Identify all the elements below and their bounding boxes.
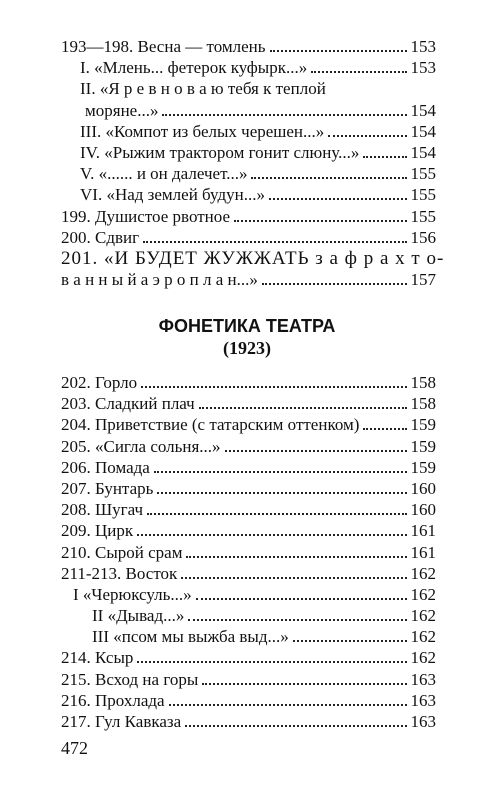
toc-entry: [61, 584, 436, 605]
toc-entry-title: II. «Я р е в н о в а ю тебя к теплой: [80, 79, 326, 99]
toc-entry-page: 161: [410, 521, 436, 541]
toc-entry-title: 203. Сладкий плач: [61, 394, 195, 414]
leader-dots: [270, 50, 407, 52]
toc-list-top: [61, 36, 445, 290]
toc-entry: [61, 206, 436, 227]
toc-entry-page: 160: [410, 500, 436, 520]
toc-entry-title: 204. Приветствие (с татарским оттенком): [61, 415, 360, 435]
toc-entry: [61, 121, 436, 142]
leader-dots: [147, 513, 406, 515]
toc-entry-title: 199. Душистое рвотное: [61, 206, 231, 226]
leader-dots: [269, 198, 407, 200]
toc-entry-title: 211-213. Восток: [61, 563, 178, 583]
toc-entry: [61, 436, 436, 457]
toc-entry: [61, 247, 445, 269]
toc-entry-page: 153: [410, 37, 436, 56]
leader-dots: [262, 283, 407, 285]
toc-entry-page: 159: [410, 457, 436, 477]
toc-entry: [61, 457, 436, 478]
leader-dots: [141, 386, 406, 388]
toc-entry-title: I. «Млень... фетерок куфырк...»: [80, 58, 308, 78]
toc-entry-title: III «псом мы выжба выд...»: [92, 627, 289, 647]
leader-dots: [186, 556, 406, 558]
leader-dots: [181, 577, 406, 579]
leader-dots: [328, 135, 406, 137]
toc-entry-page: 159: [410, 415, 436, 435]
toc-entry: [61, 269, 436, 290]
leader-dots: [363, 428, 406, 430]
toc-entry-title: 208. Шугач: [61, 500, 144, 520]
toc-entry-title: 201. «И БУДЕТ ЖУЖЖАТЬ з а ф р а х т о-: [61, 247, 445, 269]
toc-entry-title: I «Черюксуль...»: [73, 584, 192, 604]
toc-entry: [61, 605, 436, 626]
toc-entry: [61, 542, 436, 563]
leader-dots: [188, 619, 406, 621]
toc-entry-title: 193—198. Весна — томлень: [61, 37, 266, 56]
toc-entry-page: 155: [410, 206, 436, 226]
toc-entry-page: 154: [410, 100, 436, 120]
toc-entry: [61, 393, 436, 414]
toc-entry-title: 217. Гул Кавказа: [61, 712, 182, 731]
leader-dots: [185, 725, 406, 727]
toc-entry: [61, 142, 436, 163]
leader-dots: [202, 683, 406, 685]
toc-entry-title: 215. Всход на горы: [61, 669, 199, 689]
toc-entry-title: 205. «Сигла сольня...»: [61, 436, 221, 456]
leader-dots: [154, 471, 407, 473]
toc-entry: [61, 711, 436, 732]
leader-dots: [293, 640, 407, 642]
toc-entry-page: 162: [410, 563, 436, 583]
toc-entry-page: 163: [410, 669, 436, 689]
toc-entry-page: 163: [410, 712, 436, 731]
toc-entry-page: 155: [410, 185, 436, 205]
leader-dots: [234, 220, 406, 222]
leader-dots: [143, 241, 406, 243]
toc-entry-title: 202. Горло: [61, 373, 138, 392]
toc-entry: [61, 227, 436, 248]
toc-entry-title: 210. Сырой срам: [61, 542, 183, 562]
toc-entry-title: VI. «Над землей будун...»: [80, 185, 265, 205]
toc-entry: [61, 36, 436, 57]
toc-entry-title: V. «...... и он далечет...»: [80, 164, 248, 184]
toc-entry: [61, 478, 436, 499]
toc-entry: [61, 563, 436, 584]
toc-entry-page: 158: [410, 373, 436, 392]
section-year: (1923): [223, 338, 271, 358]
toc-entry: [61, 100, 436, 121]
section-title: ФОНЕТИКА ТЕАТРА: [158, 316, 336, 336]
toc-entry-page: 153: [410, 58, 436, 78]
leader-dots: [137, 661, 406, 663]
toc-entry-page: 159: [410, 436, 436, 456]
toc-list-bottom: [61, 372, 436, 732]
toc-entry-page: 162: [410, 584, 436, 604]
toc-entry-title: 206. Помада: [61, 457, 150, 477]
page-number: 472: [61, 738, 88, 758]
toc-entry-page: 158: [410, 394, 436, 414]
toc-entry: [61, 647, 436, 668]
toc-entry-title: II «Дывад...»: [92, 606, 185, 626]
toc-entry-page: 161: [410, 542, 436, 562]
leader-dots: [311, 71, 406, 73]
toc-entry-page: 163: [410, 690, 436, 710]
toc-entry-title: 214. Ксыр: [61, 648, 134, 668]
toc-entry-title: 207. Бунтарь: [61, 478, 154, 498]
toc-entry-page: 160: [410, 478, 436, 498]
toc-entry-page: 162: [410, 606, 436, 626]
leader-dots: [363, 156, 406, 158]
leader-dots: [162, 114, 406, 116]
leader-dots: [251, 177, 406, 179]
leader-dots: [199, 407, 407, 409]
toc-entry-title: III. «Компот из белых черешен...»: [80, 121, 325, 141]
leader-dots: [137, 534, 406, 536]
toc-entry: [61, 184, 436, 205]
toc-entry: [61, 690, 436, 711]
toc-entry: [61, 499, 436, 520]
toc-entry: [61, 669, 436, 690]
toc-entry: [61, 520, 436, 541]
toc-entry: [61, 57, 436, 78]
toc-entry-page: 154: [410, 121, 436, 141]
toc-entry: [61, 163, 436, 184]
toc-entry-page: 155: [410, 164, 436, 184]
toc-entry-title: моряне...»: [85, 100, 159, 120]
toc-entry-page: 162: [410, 648, 436, 668]
toc-entry-page: 154: [410, 142, 436, 162]
leader-dots: [169, 704, 407, 706]
toc-entry-page: 156: [410, 227, 436, 247]
toc-entry-page: 157: [410, 270, 436, 290]
toc-entry-title: 209. Цирк: [61, 521, 134, 541]
toc-entry: [61, 78, 436, 99]
toc-entry-title: 200. Сдвиг: [61, 227, 140, 247]
toc-entry-title: IV. «Рыжим трактором гонит слюну...»: [80, 142, 360, 162]
toc-entry-title: 216. Прохлада: [61, 690, 165, 710]
leader-dots: [196, 598, 407, 600]
toc-entry-page: 162: [410, 627, 436, 647]
leader-dots: [225, 450, 407, 452]
toc-entry: [61, 626, 436, 647]
leader-dots: [157, 492, 406, 494]
toc-entry: [61, 372, 436, 393]
toc-entry-title: в а н н ы й а э р о п л а н...»: [61, 270, 258, 290]
toc-entry: [61, 414, 436, 435]
